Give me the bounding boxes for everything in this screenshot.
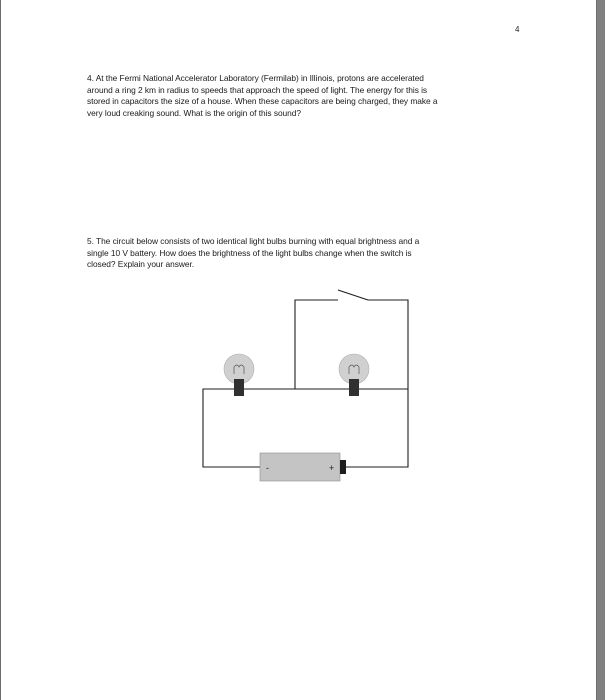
battery (260, 453, 346, 481)
question-4-line: around a ring 2 km in radius to speeds that approach the speed of light. The energy for this is (87, 84, 428, 95)
battery-positive-label: + (329, 463, 335, 473)
bulb-2-base (349, 379, 359, 396)
circuit-wires (203, 300, 408, 467)
question-4-line: very loud creaking sound. What is the origin of this sound? (87, 107, 301, 118)
battery-body (260, 453, 340, 481)
question-5-line: closed? Explain your answer. (87, 259, 195, 270)
circuit-diagram (1, 0, 598, 700)
wire-switch-left (295, 300, 338, 389)
wire-right-loop (346, 389, 408, 467)
question-4-line: 4. At the Fermi National Accelerator Laboratory (Fermilab) in Illinois, protons are accelerated (87, 73, 424, 83)
battery-negative-label: - (266, 463, 269, 473)
wire-switch-right (368, 300, 408, 389)
question-4-line: stored in capacitors the size of a house. When these capacitors are being charged, they make a (87, 96, 438, 107)
question-5-line: 5. The circuit below consists of two identical light bulbs burning with equal brightness and a (87, 236, 420, 246)
question-5-line: single 10 V battery. How does the brightness of the light bulbs change when the switch is (87, 247, 412, 258)
light-bulb-1 (224, 354, 254, 396)
light-bulb-2 (339, 354, 369, 396)
switch-lever (338, 290, 368, 300)
battery-terminal (340, 460, 346, 474)
bulb-1-base (234, 379, 244, 396)
page-number: 4 (515, 25, 520, 34)
wire-left-loop (203, 389, 260, 467)
